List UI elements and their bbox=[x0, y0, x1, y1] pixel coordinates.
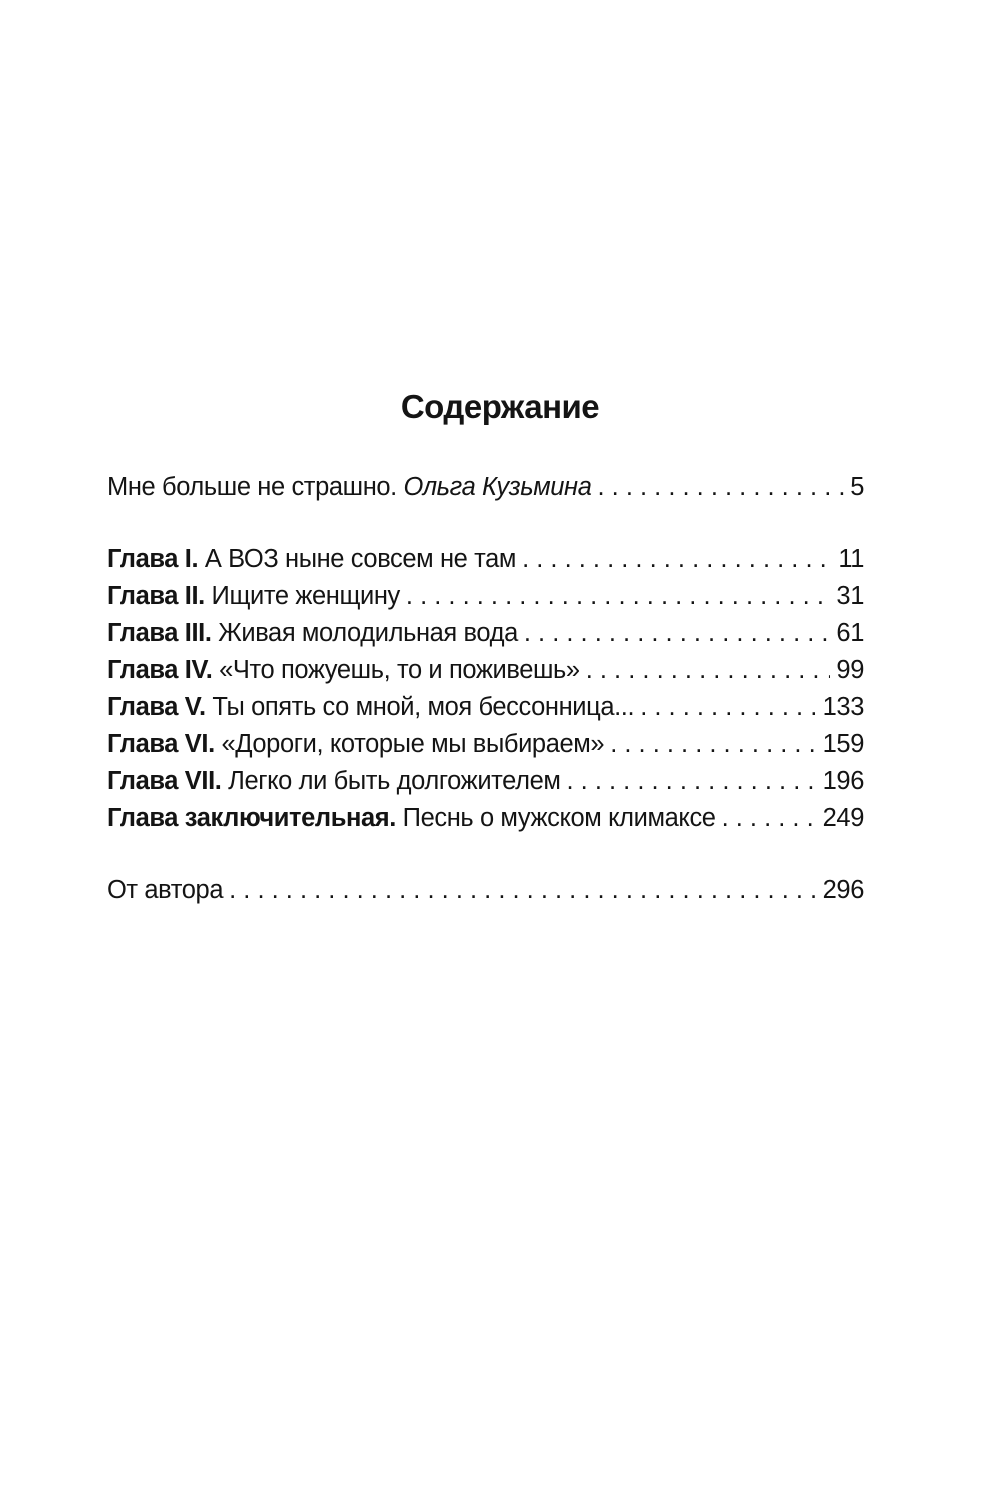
toc-entry-label: Глава V. Ты опять со мной, моя бессонница... bbox=[107, 693, 635, 721]
toc-entry-page: 11 bbox=[838, 545, 864, 573]
toc-entry-label: Глава заключительная. Песнь о мужском климаксе bbox=[107, 804, 716, 832]
toc-entry-final-chapter bbox=[107, 801, 864, 835]
dot-leader bbox=[597, 470, 844, 504]
toc-entry-chapter-1 bbox=[107, 542, 864, 576]
toc-entry-chapter-6 bbox=[107, 727, 864, 761]
toc-entry-foreword bbox=[107, 470, 864, 504]
toc-entry-chapter-4 bbox=[107, 653, 864, 687]
toc-title: Содержание bbox=[400, 388, 600, 425]
toc-entry-page: 296 bbox=[822, 876, 864, 904]
dot-leader bbox=[524, 616, 831, 650]
dot-leader bbox=[566, 764, 816, 798]
dot-leader bbox=[586, 653, 831, 687]
dot-leader bbox=[522, 542, 832, 576]
toc-entry-page: 99 bbox=[836, 656, 864, 684]
toc-entry-label: Глава VI. «Дороги, которые мы выбираем» bbox=[107, 730, 605, 758]
toc-entry-label: Глава I. А ВОЗ ныне совсем не там bbox=[107, 545, 517, 573]
toc-entry-label: Глава IV. «Что пожуешь, то и поживешь» bbox=[107, 656, 580, 684]
toc-entry-label: Мне больше не страшно. Ольга Кузьмина bbox=[107, 473, 592, 501]
toc-entry-afterword bbox=[107, 873, 864, 907]
toc-entry-page: 249 bbox=[822, 804, 864, 832]
toc-entry-label: Глава II. Ищите женщину bbox=[107, 582, 400, 610]
toc-entry-label: От автора bbox=[107, 876, 224, 904]
toc-entry-page: 5 bbox=[850, 473, 864, 501]
dot-leader bbox=[722, 801, 817, 835]
toc-entry-label: Глава VII. Легко ли быть долгожителем bbox=[107, 767, 561, 795]
toc-entry-page: 159 bbox=[822, 730, 864, 758]
dot-leader bbox=[640, 690, 816, 724]
toc-entry-chapter-2 bbox=[107, 579, 864, 613]
toc-entry-page: 133 bbox=[822, 693, 864, 721]
toc-entry-page: 31 bbox=[836, 582, 864, 610]
toc-entry-chapter-3 bbox=[107, 616, 864, 650]
toc-entry-chapter-5 bbox=[107, 690, 864, 724]
dot-leader bbox=[406, 579, 831, 613]
dot-leader bbox=[610, 727, 816, 761]
toc-entry-page: 196 bbox=[822, 767, 864, 795]
toc-entry-label: Глава III. Живая молодильная вода bbox=[107, 619, 518, 647]
toc-entry-page: 61 bbox=[836, 619, 864, 647]
dot-leader bbox=[229, 873, 817, 907]
toc-entry-chapter-7 bbox=[107, 764, 864, 798]
